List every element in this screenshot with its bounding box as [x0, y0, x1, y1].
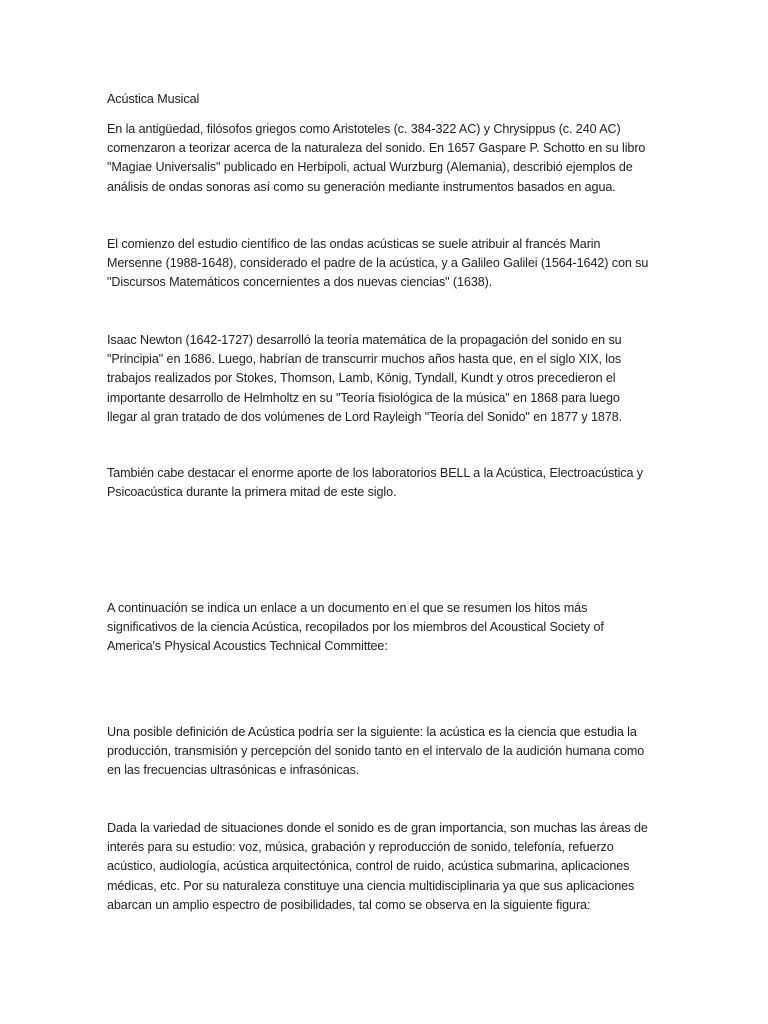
paragraph-newton: Isaac Newton (1642-1727) desarrolló la teoría matemática de la propagación del sonido en su "Principia" en 1686. Luego, habrían de transcurrir muchos años hasta que, en el siglo XIX, los trabajos realizados por Stokes, Thomson, Lamb, König, Tyndall, Kundt y otros precedieron el importante desarrollo de Helmholtz en su "Teoría fisiológica de la música" en 1868 para luego llegar al gran tratado de dos volúmenes de Lord Rayleigh "Teoría del Sonido" en 1877 y 1878.: [107, 333, 623, 424]
paragraph-applications: Dada la variedad de situaciones donde el sonido es de gran importancia, son muchas las áreas de interés para su estudio: voz, música, grabación y reproducción de sonido, telefonía, refuerzo acústico, audiología, acústica arquitectónica, control de ruido, acústica submarina, aplicaciones médicas, etc. Por su naturaleza constituye una ciencia multidisciplinaria ya que sus aplicaciones abarcan un amplio espectro de posibilidades, tal como se observa en la siguiente figura:: [107, 821, 648, 912]
document-title: Acústica Musical: [107, 92, 200, 106]
paragraph-definition: Una posible definición de Acústica podría ser la siguiente: la acústica es la ciencia que estudia la producción, transmisión y percepción del sonido tanto en el intervalo de la audición humana como en las frecuencias ultrasónicas e infrasónicas.: [107, 725, 645, 778]
paragraph-scientific-origins: El comienzo del estudio científico de las ondas acústicas se suele atribuir al francés Marin Mersenne (1988-1648), considerado el padre de la acústica, y a Galileo Galilei (1564-1642) con su "Discursos Matemáticos concernientes a dos nuevas ciencias" (1638).: [107, 237, 649, 290]
paragraph-antiquity: En la antigüedad, filósofos griegos como Aristoteles (c. 384-322 AC) y Chrysippus (c. 240 AC) comenzaron a teorizar acerca de la naturaleza del sonido. En 1657 Gaspare P. Schotto en su libro "Magiae Universalis" publicado en Herbipoli, actual Wurzburg (Alemania), describió ejemplos de análisis de ondas sonoras así como su generación mediante instrumentos basados en agua.: [107, 122, 646, 194]
paragraph-bell-labs: También cabe destacar el enorme aporte de los laboratorios BELL a la Acústica, Electroacústica y Psicoacústica durante la primera mitad de este siglo.: [107, 466, 643, 500]
paragraph-link-intro: A continuación se indica un enlace a un documento en el que se resumen los hitos más significativos de la ciencia Acústica, recopilados por los miembros del Acoustical Society of America's Physical Acoustics Technical Committee:: [107, 601, 604, 654]
